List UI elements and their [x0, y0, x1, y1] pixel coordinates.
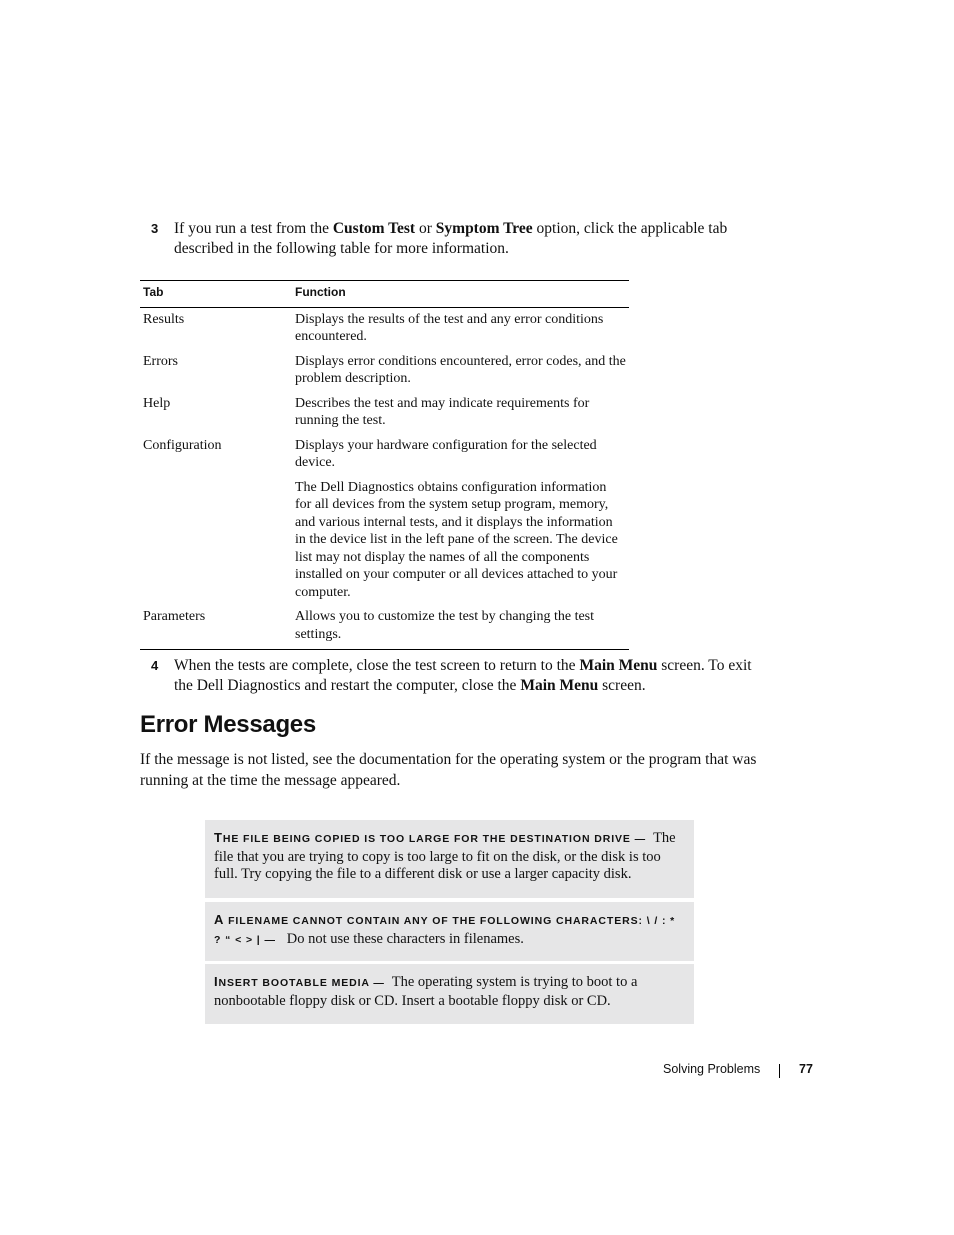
- section-title: Error Messages: [140, 711, 316, 738]
- error-message-body: The operating system is trying to boot to a nonbootable floppy disk or CD. Insert a bootable floppy disk or CD.: [214, 974, 638, 1009]
- header-tab: Tab: [140, 281, 292, 308]
- table-row: [140, 307, 629, 352]
- title-rest: NSERT BOOTABLE MEDIA —: [218, 977, 385, 989]
- page-footer: [663, 1062, 813, 1076]
- table-row: [140, 478, 629, 608]
- title-initial: I: [214, 974, 219, 989]
- step-text-part: When the tests are complete, close the test screen to return to the: [174, 657, 580, 674]
- table-row: [140, 436, 629, 478]
- page-number: 77: [799, 1062, 813, 1076]
- header-function: Function: [292, 281, 629, 308]
- cell-tab: Help: [143, 395, 171, 411]
- step-text-part: screen. To exit the Dell Diagnostics and restart the computer, close the: [174, 657, 752, 694]
- tab-function-table: [140, 280, 629, 650]
- step-4: [151, 656, 761, 695]
- table-header-row: [140, 281, 629, 308]
- step-text-part: screen.: [598, 676, 646, 694]
- cell-function: Allows you to customize the test by changing the test settings.: [292, 607, 629, 650]
- step-number: 3: [151, 221, 159, 236]
- footer-section: Solving Problems: [663, 1062, 761, 1076]
- option-symptom-tree: Symptom Tree: [435, 220, 533, 237]
- error-message-body: Do not use these characters in filenames.: [286, 930, 524, 947]
- title-initial: T: [214, 830, 223, 845]
- cell-function: Displays error conditions encountered, error codes, and the problem description.: [295, 353, 626, 386]
- cell-function: Displays your hardware configuration for the selected device.: [295, 437, 597, 470]
- cell-tab: Configuration: [143, 437, 222, 453]
- section-intro: If the message is not listed, see the documentation for the operating system or the program that was running at the time the message appeared.: [140, 751, 757, 789]
- screen-main-menu: Main Menu: [520, 676, 599, 694]
- cell-tab: [140, 478, 292, 608]
- option-custom-test: Custom Test: [332, 220, 416, 237]
- error-message-title: [214, 974, 385, 989]
- error-message-box: [205, 902, 694, 961]
- cell-function: The Dell Diagnostics obtains configuration information for all devices from the system setup program, memory, and various internal tests, and it displays the information in the device list in the left pane of the screen. The device list may not display the names of all the components installed on your computer or all devices attached to your computer.: [295, 479, 618, 600]
- cell-tab: Results: [143, 311, 185, 327]
- error-message-box: [205, 964, 694, 1024]
- step-text: [174, 219, 761, 258]
- screen-main-menu: Main Menu: [579, 657, 658, 674]
- step-text-part: option, click the applicable tab described in the following table for more information.: [174, 220, 728, 257]
- cell-function: Describes the test and may indicate requirements for running the test.: [295, 395, 590, 428]
- cell-tab: Parameters: [140, 607, 292, 650]
- table-row: [140, 352, 629, 394]
- title-rest: HE FILE BEING COPIED IS TOO LARGE FOR THE DESTINATION DRIVE —: [222, 833, 647, 845]
- step-text-part: or: [415, 220, 436, 237]
- error-message-title: [214, 830, 647, 845]
- title-initial: A: [214, 912, 225, 927]
- error-message-body: The file that you are trying to copy is too large to fit on the disk, or the disk is too full. Try copying the file to a different disk or use a larger capacity disk.: [214, 830, 676, 882]
- title-rest: FILENAME CANNOT CONTAIN ANY OF THE FOLLOWING CHARACTERS: \ / : * ? “ < > | —: [214, 915, 676, 946]
- table-row: [140, 607, 629, 650]
- step-text: [174, 656, 761, 695]
- cell-tab: Errors: [143, 353, 178, 369]
- step-text-part: If you run a test from the: [174, 220, 333, 237]
- table-row: [140, 394, 629, 436]
- step-3: [151, 219, 761, 258]
- cell-function: Displays the results of the test and any error conditions encountered.: [295, 311, 604, 344]
- footer-divider: [779, 1064, 780, 1078]
- error-message-box: [205, 820, 694, 898]
- step-number: 4: [151, 658, 159, 673]
